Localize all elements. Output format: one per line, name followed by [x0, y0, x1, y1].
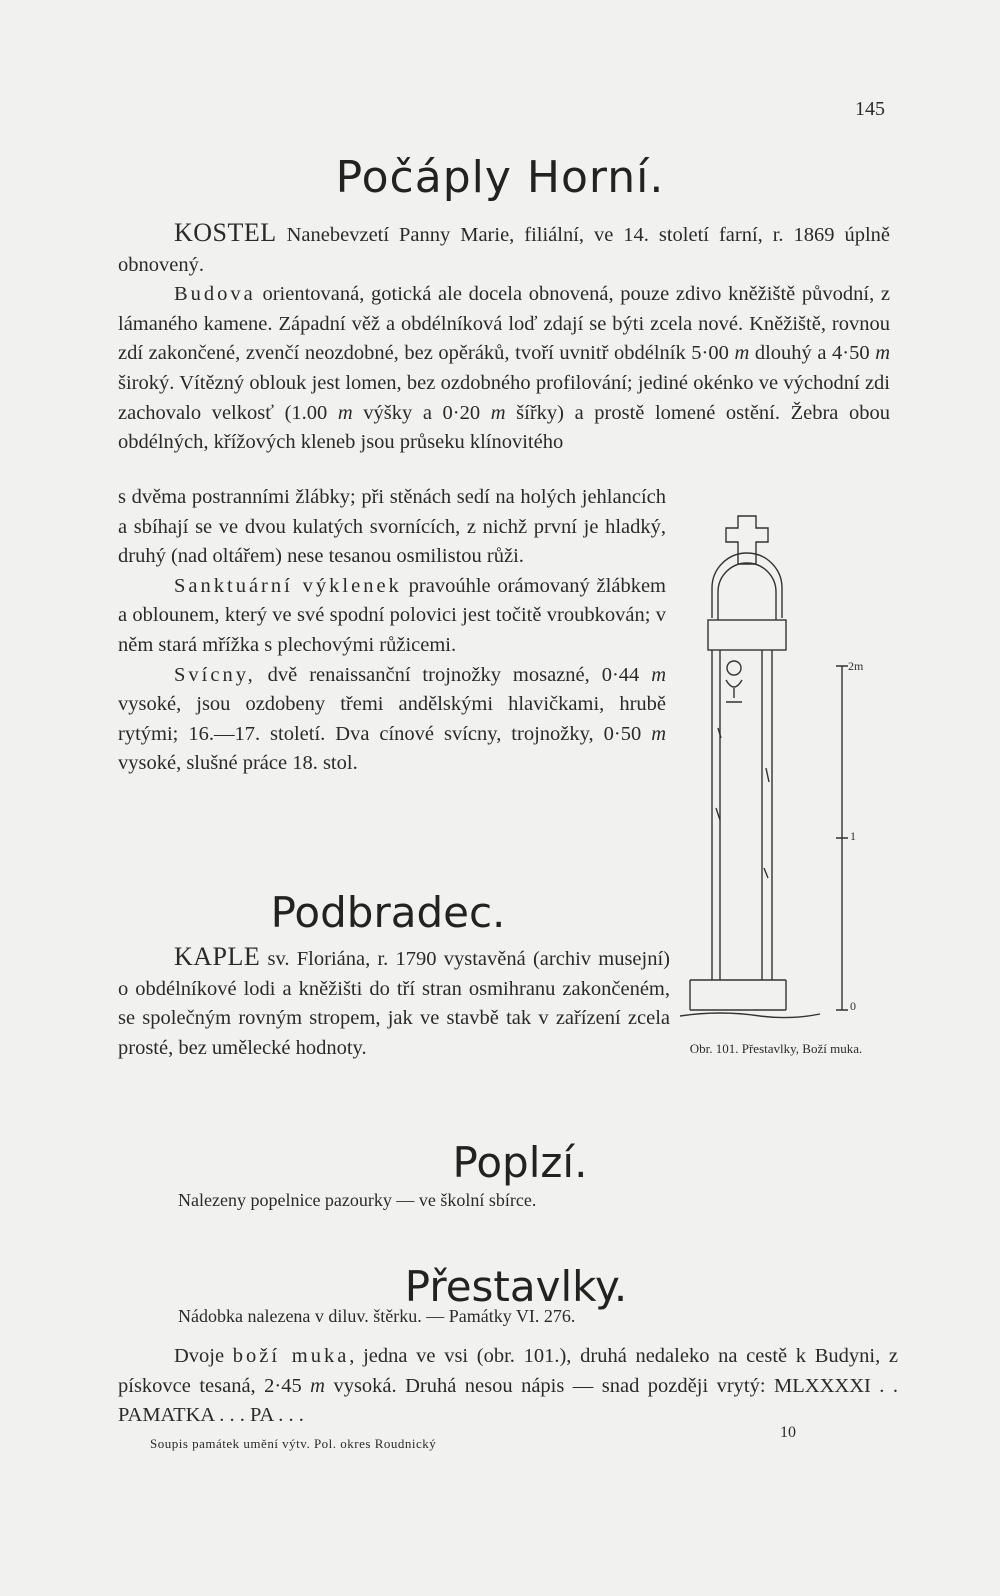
budova-text-c: široký. Vítězný oblouk jest lomen, bez ozdobného profilování; jediné okénko ve východní zdi zachovalo velkosť (1.00: [118, 371, 890, 424]
prestavlky-text-block: [118, 1342, 898, 1431]
pocaply-text-block: [118, 218, 890, 458]
unit-m: m: [651, 663, 666, 686]
unit-m: m: [490, 401, 506, 424]
prestavlky-paragraph-muka: [118, 1342, 898, 1431]
prestavlky-nadobka: Nádobka nalezena v diluv. štěrku. — Památky VI. 276.: [178, 1306, 576, 1326]
figure-caption: Obr. 101. Přestavlky, Boží muka.: [689, 1041, 863, 1056]
scale-label-top: 2m: [848, 659, 864, 673]
sanktuar-text: pravoúhle orámovaný žlábkem a oblounem, který ve své spodní polovici jest točitě vroubkován; v něm stará mřížka s plechovými růžicemi.: [118, 574, 666, 656]
podbradec-paragraph-kaple: [118, 942, 670, 1063]
kaple-heading: KAPLE: [174, 942, 261, 971]
podbradec-text-block: [118, 942, 670, 1063]
section-title-pocaply: Počáply Horní.: [335, 152, 665, 203]
scale-label-mid: 1: [850, 829, 856, 843]
muka-lead: boží muka: [232, 1345, 350, 1367]
budova-text-e: šířky) a prostě lomené ostění. Žebra obou obdélných, křížových kleneb jsou průseku klínovitého: [118, 401, 890, 454]
budova-text-b: dlouhý a 4·50: [749, 342, 876, 365]
pocaply-paragraph-sanktuar: [118, 572, 666, 661]
budova-continuation: s dvěma postranními žlábky; při stěnách sedí na holých jehlancích a sbíhají se ve dvou kulatých svornících, z nichž první je hladký, druhý (nad oltářem) nese tesanou osmilistou růži.: [118, 486, 666, 568]
pocaply-paragraph-kostel: [118, 218, 890, 280]
pocaply-paragraph-budova: [118, 280, 890, 458]
pocaply-text-block-narrow: [118, 483, 666, 779]
figure-shrine-drawing: [676, 508, 896, 1068]
kostel-text: Nanebevzetí Panny Marie, filiální, ve 14. století farní, r. 1869 úplně obnovený.: [118, 224, 890, 276]
footer-imprint: Soupis památek umění výtv. Pol. okres Roudnický: [150, 1436, 437, 1451]
section-title-prestavlky: Přestavlky.: [404, 1262, 628, 1311]
muka-text-b: , jedna ve vsi (obr. 101.), druhá nedaleko na cestě k Budyni, z pískovce tesaná, 2·45: [118, 1345, 898, 1397]
svicny-text-a: dvě renaissanční trojnožky mosazné, 0·44: [255, 663, 652, 686]
pocaply-paragraph-svicny: [118, 661, 666, 779]
kaple-text: sv. Floriána, r. 1790 vystavěná (archiv musejní) o obdélníkové lodi a kněžišti do tří stran osmihranu zakončeném, se společným rovným stropem, jak ve stavbě tak v zařízení zcela prosté, bez umělecké hodnoty.: [118, 948, 670, 1059]
budova-text-a: orientovaná, gotická ale docela obnovená, pouze zdivo kněžiště původní, z lámaného kamene. Západní věž a obdélníková loď zdají se býti zcela nové. Kněžiště, rovnou zdí zakončené, zvenčí neozdobné, bez opěráků, tvoří uvnitř obdélník 5·00: [118, 283, 890, 365]
unit-m: m: [734, 342, 750, 365]
kostel-heading: KOSTEL: [174, 218, 277, 247]
page-number: 145: [855, 98, 885, 120]
svicny-text-c: vysoké, slušné práce 18. stol.: [118, 752, 358, 775]
budova-text-d: výšky a 0·20: [352, 401, 491, 424]
muka-text-a: Dvoje: [174, 1345, 233, 1367]
unit-m: m: [337, 401, 353, 424]
budova-lead: Budova: [174, 283, 256, 306]
sanktuar-lead: Sanktuární výklenek: [174, 574, 402, 597]
svicny-text-b: vysoké, jsou ozdobeny třemi andělskými hlavičkami, hrubě rytými; 16.—17. století. Dva cínové svícny, trojnožky, 0·50: [118, 693, 666, 745]
section-title-poplzi: Poplzí.: [452, 1138, 588, 1187]
svicny-lead: Svícny,: [174, 663, 256, 686]
unit-m: m: [310, 1374, 325, 1397]
section-title-podbradec: Podbradec.: [270, 888, 506, 937]
poplzi-text: Nalezeny popelnice pazourky — ve školní sbírce.: [178, 1190, 537, 1210]
unit-m: m: [875, 342, 890, 365]
unit-m: m: [651, 722, 666, 745]
scale-label-bottom: 0: [850, 999, 856, 1013]
signature-mark: 10: [780, 1424, 796, 1441]
muka-text-c: vysoká. Druhá nesou nápis — snad později vrytý: MLXXXXI . . PAMATKA . . . PA . . .: [118, 1374, 898, 1427]
